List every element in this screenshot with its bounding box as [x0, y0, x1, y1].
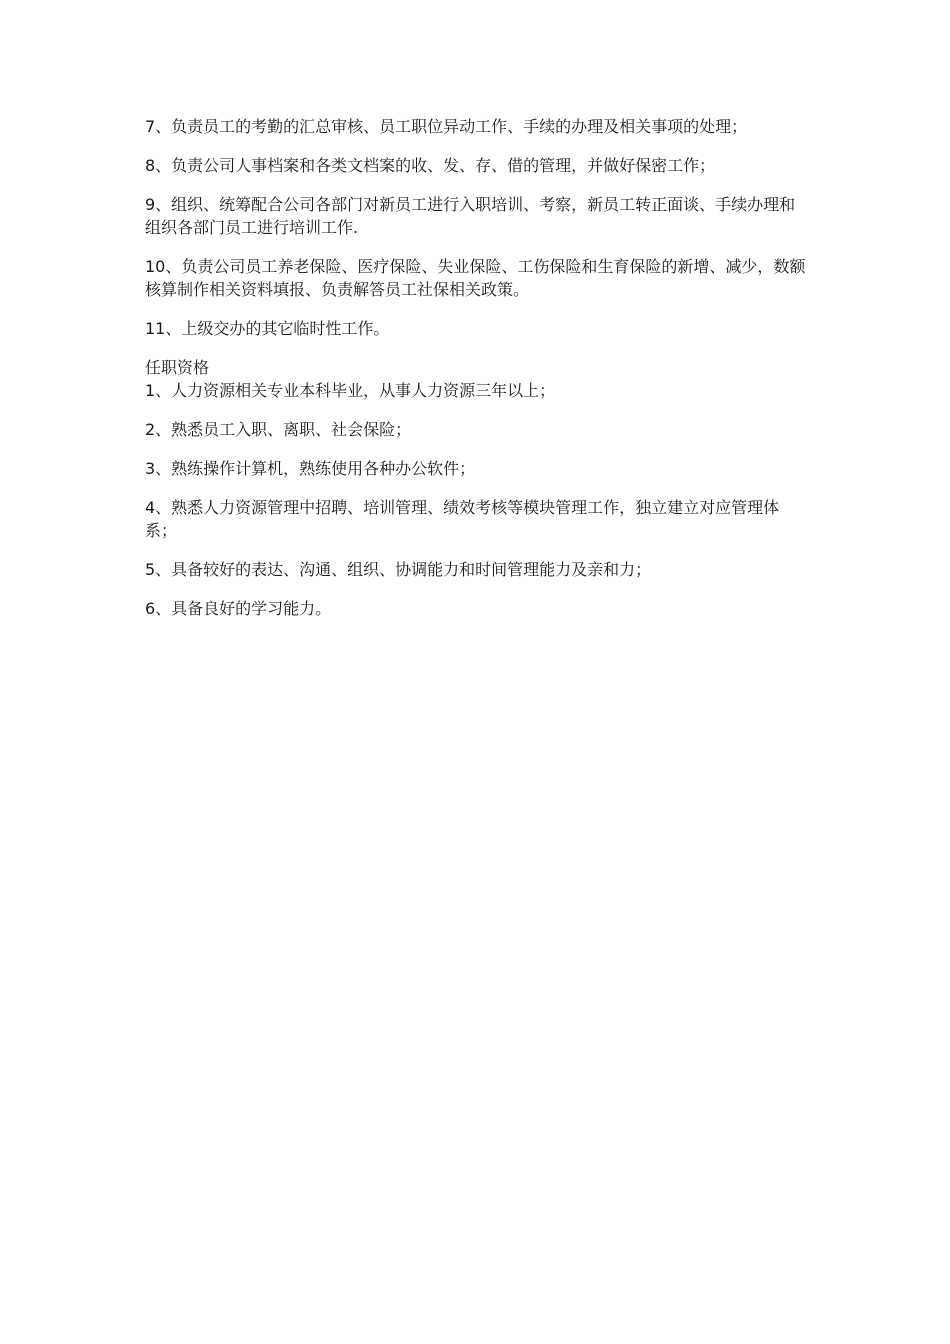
duties-list [145, 115, 810, 340]
qualification-item-3: 3、熟练操作计算机，熟练使用各种办公软件； [145, 459, 476, 478]
duty-item-9: 9、组织、统筹配合公司各部门对新员工进行入职培训、考察，新员工转正面谈、手续办理和组织各部门员工进行培训工作. [145, 195, 796, 237]
duty-item-11: 11、上级交办的其它临时性工作。 [145, 319, 390, 338]
qualification-item-1: 1、人力资源相关专业本科毕业，从事人力资源三年以上； [145, 381, 556, 400]
duty-item-7: 7、负责员工的考勤的汇总审核、员工职位异动工作、手续的办理及相关事项的处理； [145, 117, 748, 136]
duty-item-10: 10、负责公司员工养老保险、医疗保险、失业保险、工伤保险和生育保险的新增、减少，数额核算制作相关资料填报、负责解答员工社保相关政策。 [145, 257, 806, 299]
qualification-item-2: 2、熟悉员工入职、离职、社会保险； [145, 420, 412, 439]
qualification-item-6: 6、具备良好的学习能力。 [145, 599, 332, 618]
duty-item-8: 8、负责公司人事档案和各类文档案的收、发、存、借的管理，并做好保密工作； [145, 156, 716, 175]
document-body [145, 115, 810, 636]
qualifications-heading: 任职资格 [145, 358, 210, 377]
qualifications-list [145, 379, 810, 620]
qualification-item-5: 5、具备较好的表达、沟通、组织、协调能力和时间管理能力及亲和力； [145, 560, 652, 579]
qualification-item-4: 4、熟悉人力资源管理中招聘、培训管理、绩效考核等模块管理工作，独立建立对应管理体系； [145, 498, 780, 540]
